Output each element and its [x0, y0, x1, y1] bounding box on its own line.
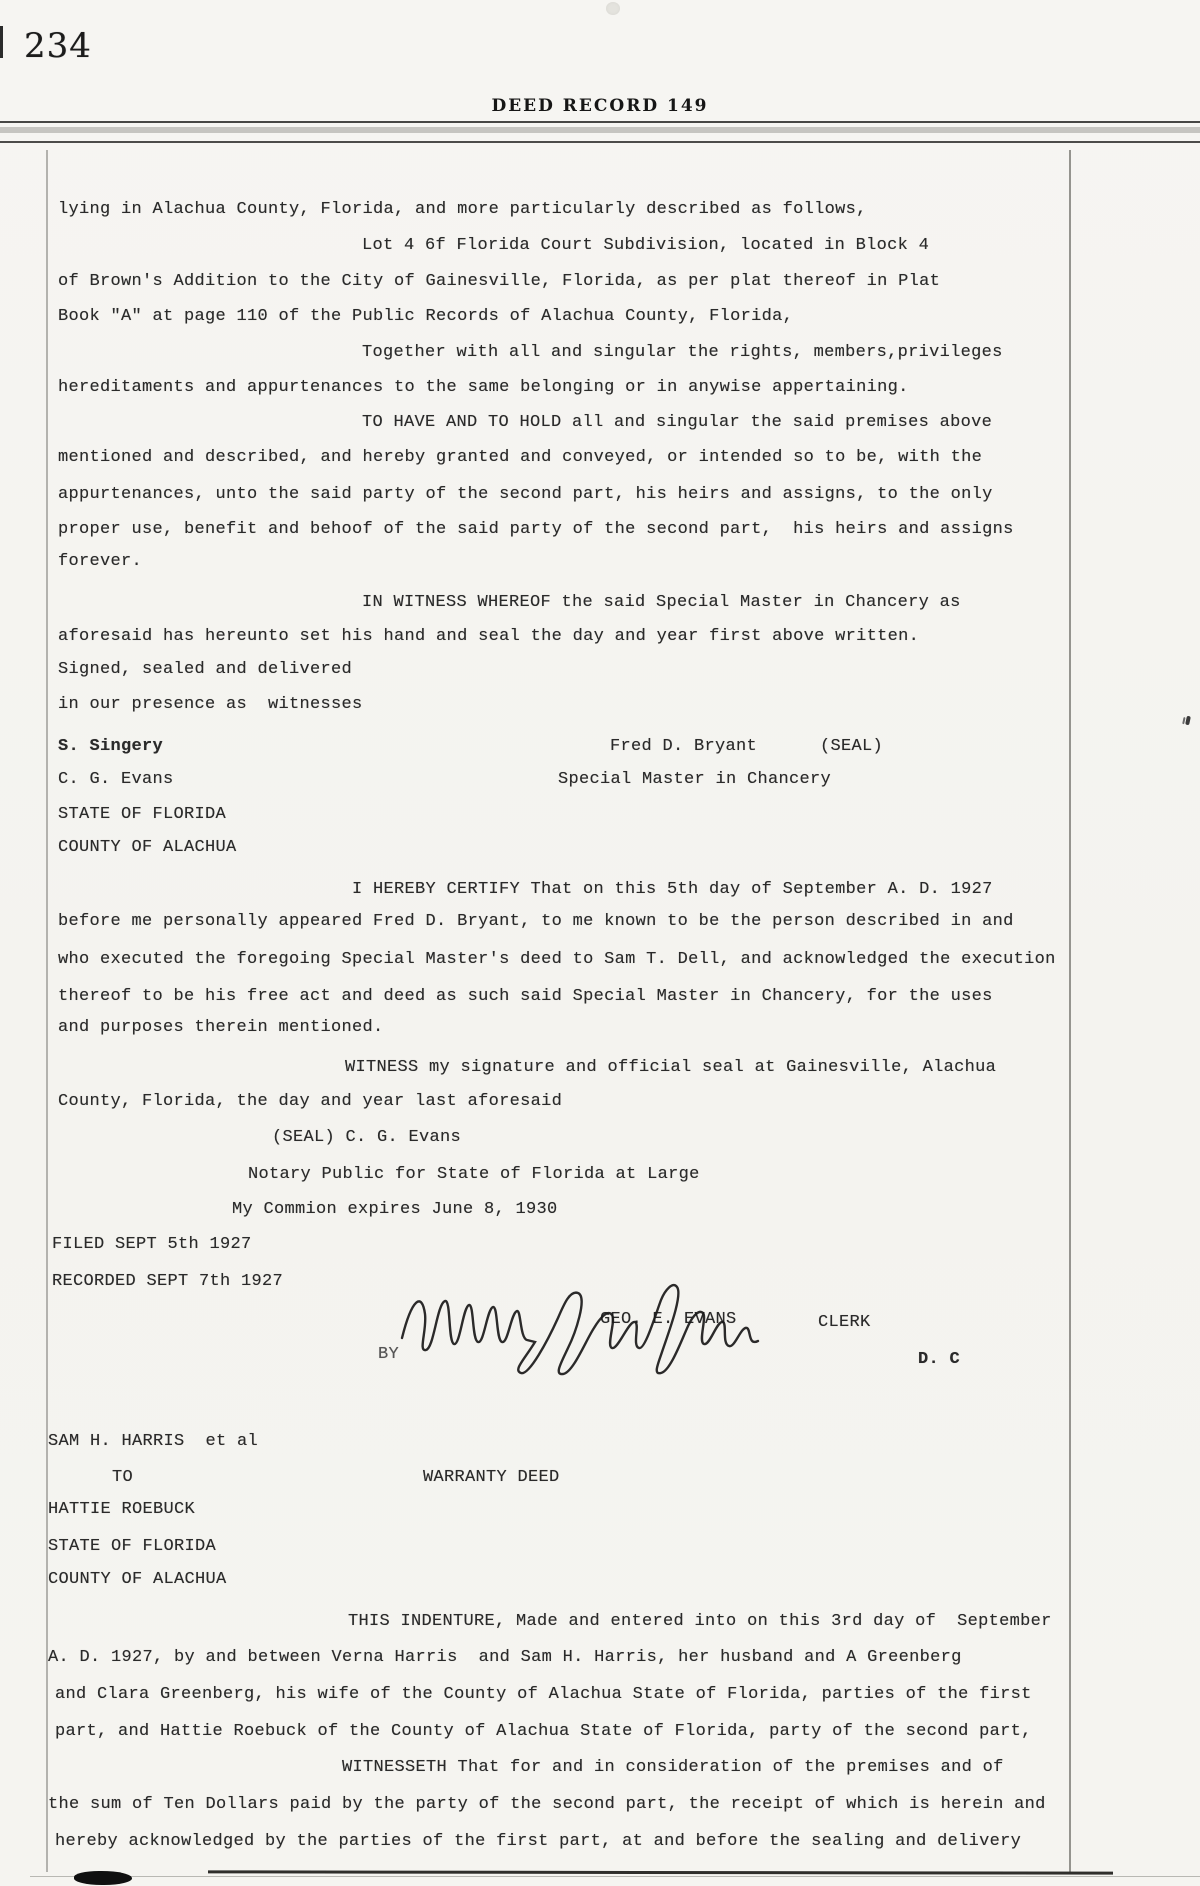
- wd-county-caption: COUNTY OF ALACHUA: [48, 1570, 227, 1589]
- text-line: Lot 4 6f Florida Court Subdivision, located in Block 4: [362, 236, 930, 255]
- text-line: who executed the foregoing Special Master's deed to Sam T. Dell, and acknowledged the execution: [58, 950, 1056, 969]
- top-rule-upper: [0, 121, 1200, 123]
- text-line: IN WITNESS WHEREOF the said Special Master in Chancery as: [362, 593, 961, 612]
- text-line: TO HAVE AND TO HOLD all and singular the said premises above: [362, 413, 993, 432]
- text-line: hereby acknowledged by the parties of the first part, at and before the sealing and delivery: [55, 1832, 1022, 1851]
- clerk-title: CLERK: [818, 1313, 871, 1332]
- scan-bottom-line: [208, 1870, 1113, 1874]
- wd-title: WARRANTY DEED: [423, 1468, 560, 1487]
- notary-title: Notary Public for State of Florida at Large: [248, 1165, 700, 1184]
- text-line: aforesaid has hereunto set his hand and seal the day and year first above written.: [58, 627, 920, 646]
- scan-edge-mark: [0, 26, 3, 58]
- notary-seal: (SEAL) C. G. Evans: [272, 1128, 462, 1147]
- text-line: A. D. 1927, by and between Verna Harris and Sam H. Harris, her husband and A Greenberg: [48, 1648, 962, 1667]
- witness-signature-2: C. G. Evans: [58, 770, 174, 789]
- grantor-name: Fred D. Bryant: [610, 737, 758, 756]
- text-line: and purposes therein mentioned.: [58, 1018, 384, 1037]
- page-border-right: [1069, 150, 1071, 1872]
- handwritten-signature-icon: [396, 1280, 776, 1380]
- text-line: thereof to be his free act and deed as such said Special Master in Chancery, for the uses: [58, 987, 993, 1006]
- text-line: of Brown's Addition to the City of Gainesville, Florida, as per plat thereof in Plat: [58, 272, 941, 291]
- page-number: 234: [24, 26, 92, 66]
- paper-smudge: [606, 2, 620, 15]
- text-line: before me personally appeared Fred D. Bryant, to me known to be the person described in and: [58, 912, 1014, 931]
- scan-ink-blob: [74, 1871, 132, 1885]
- text-line: I HEREBY CERTIFY That on this 5th day of September A. D. 1927: [352, 880, 993, 899]
- scan-bottom-line-faint: [30, 1876, 1200, 1877]
- text-line: and Clara Greenberg, his wife of the County of Alachua State of Florida, parties of the first: [55, 1685, 1032, 1704]
- witness-signature-1: S. Singery: [58, 737, 164, 756]
- text-line: WITNESS my signature and official seal at Gainesville, Alachua: [345, 1058, 997, 1077]
- text-line: in our presence as witnesses: [58, 695, 363, 714]
- recorded-stamp: RECORDED SEPT 7th 1927: [52, 1272, 284, 1291]
- text-line: Book "A" at page 110 of the Public Records of Alachua County, Florida,: [58, 307, 794, 326]
- text-line: proper use, benefit and behoof of the said party of the second part, his heirs and assigns: [58, 520, 1014, 539]
- county-caption: COUNTY OF ALACHUA: [58, 838, 237, 857]
- text-line: part, and Hattie Roebuck of the County of Alachua State of Florida, party of the second part,: [55, 1722, 1032, 1741]
- top-rule-lower: [0, 141, 1200, 143]
- deputy-clerk-initials: D. C: [918, 1350, 961, 1369]
- grantor-title: Special Master in Chancery: [558, 770, 832, 789]
- text-line: THIS INDENTURE, Made and entered into on this 3rd day of September: [348, 1612, 1052, 1631]
- text-line: hereditaments and appurtenances to the same belonging or in anywise appertaining.: [58, 378, 909, 397]
- text-line: lying in Alachua County, Florida, and more particularly described as follows,: [58, 200, 867, 219]
- commission-line: My Commion expires June 8, 1930: [232, 1200, 558, 1219]
- wd-to-label: TO: [112, 1468, 134, 1487]
- text-line: the sum of Ten Dollars paid by the party of the second part, the receipt of which is herein and: [48, 1795, 1046, 1814]
- text-line: mentioned and described, and hereby granted and conveyed, or intended so to be, with the: [58, 448, 983, 467]
- wd-grantor: SAM H. HARRIS et al: [48, 1432, 259, 1451]
- text-line: appurtenances, unto the said party of the second part, his heirs and assigns, to the only: [58, 485, 993, 504]
- ink-mark: [1185, 716, 1191, 726]
- seal-label: (SEAL): [820, 737, 884, 756]
- clerk-name: GEO. E. EVANS: [600, 1310, 737, 1329]
- text-line: WITNESSETH That for and in consideration of the premises and of: [342, 1758, 1004, 1777]
- wd-state-caption: STATE OF FLORIDA: [48, 1537, 217, 1556]
- text-line: Signed, sealed and delivered: [58, 660, 353, 679]
- filed-stamp: FILED SEPT 5th 1927: [52, 1235, 252, 1254]
- state-caption: STATE OF FLORIDA: [58, 805, 227, 824]
- page-border-left: [46, 150, 48, 1872]
- text-line: Together with all and singular the rights, members,privileges: [362, 343, 1003, 362]
- wd-grantee: HATTIE ROEBUCK: [48, 1500, 196, 1519]
- page-title: DEED RECORD 149: [491, 96, 709, 116]
- by-label: BY: [378, 1345, 400, 1364]
- text-line: forever.: [58, 552, 143, 571]
- text-line: County, Florida, the day and year last aforesaid: [58, 1092, 563, 1111]
- top-rule-band: [0, 127, 1200, 133]
